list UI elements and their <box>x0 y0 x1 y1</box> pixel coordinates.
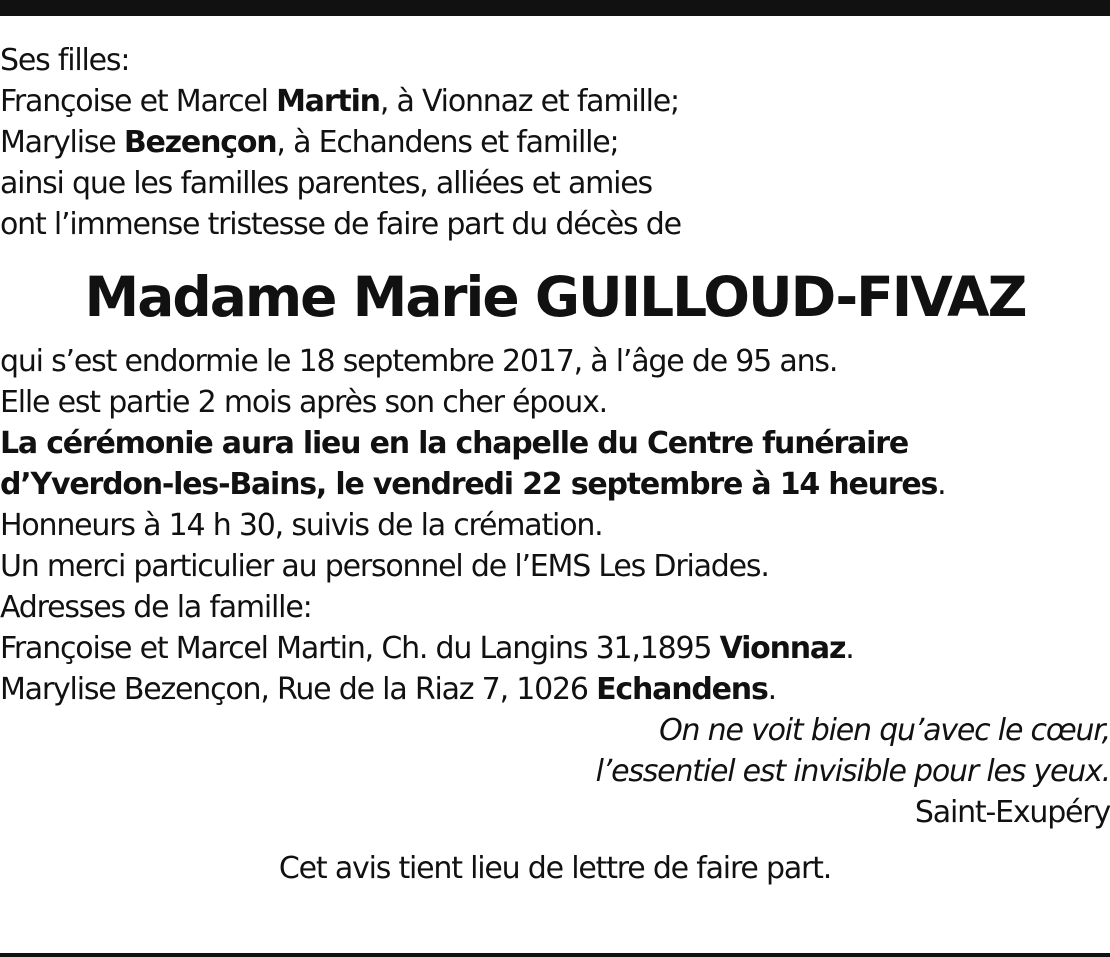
intro-line: Ses filles: <box>0 43 130 78</box>
address-line: Françoise et Marcel Martin, Ch. du Langins 31,1895 Vionnaz. <box>0 631 854 666</box>
quote-line: l’essentiel est invisible pour les yeux. <box>595 754 1110 789</box>
ceremony-line: d’Yverdon-les-Bains, le vendredi 22 septembre à 14 heures. <box>0 467 946 502</box>
intro-line: Françoise et Marcel Martin, à Vionnaz et famille; <box>0 84 679 119</box>
quote-author: Saint-Exupéry <box>914 795 1110 830</box>
quote-line: On ne voit bien qu’avec le cœur, <box>659 713 1110 748</box>
body-line: Elle est partie 2 mois après son cher époux. <box>0 385 608 420</box>
address-town: Vionnaz <box>719 631 846 666</box>
obituary-notice <box>0 40 1110 889</box>
body-line: qui s’est endormie le 18 septembre 2017, à l’âge de 95 ans. <box>0 344 838 379</box>
body-line: Honneurs à 14 h 30, suivis de la crémation. <box>0 508 603 543</box>
body-line: Un merci particulier au personnel de l’EMS Les Driades. <box>0 549 769 584</box>
address-line: Marylise Bezençon, Rue de la Riaz 7, 1026 Echandens. <box>0 672 776 707</box>
address-town: Echandens <box>596 672 768 707</box>
ceremony-line: La cérémonie aura lieu en la chapelle du Centre funéraire <box>0 426 908 461</box>
intro-line: ainsi que les familles parentes, alliées et amies <box>0 166 652 201</box>
body-line: Adresses de la famille: <box>0 590 312 625</box>
top-rule <box>0 0 1110 16</box>
deceased-name: Madame Marie GUILLOUD-FIVAZ <box>84 265 1026 329</box>
family-name-martin: Martin <box>276 84 380 119</box>
intro-line: ont l’immense tristesse de faire part du décès de <box>0 207 681 242</box>
footer-note: Cet avis tient lieu de lettre de faire part. <box>278 851 832 886</box>
family-name-bezencon: Bezençon <box>123 125 277 160</box>
bottom-rule <box>0 953 1110 957</box>
intro-line: Marylise Bezençon, à Echandens et famille; <box>0 125 619 160</box>
